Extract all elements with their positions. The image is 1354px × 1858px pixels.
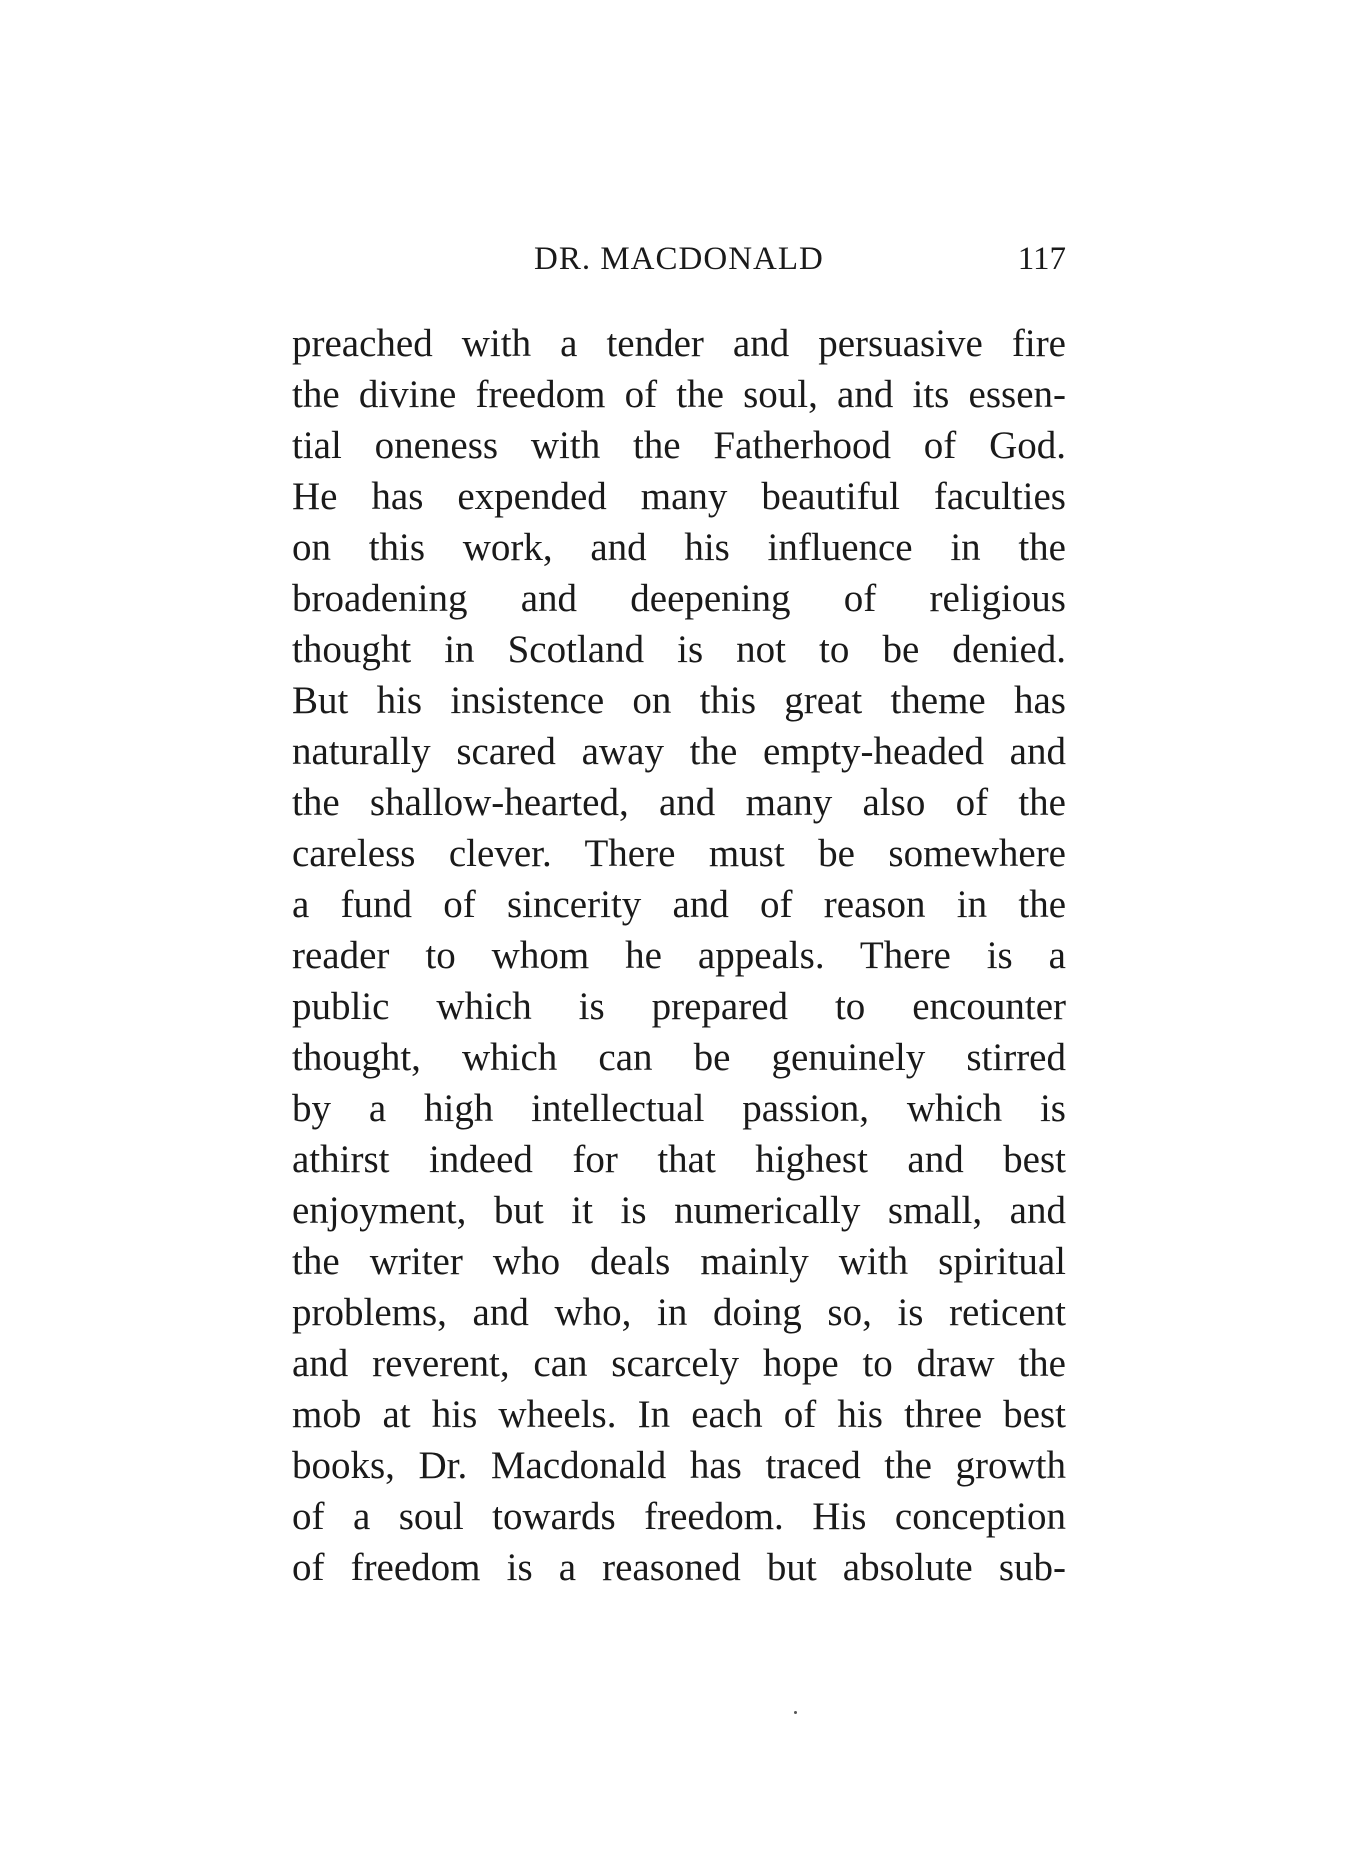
text-line: of a soul towards freedom. His conception [292, 1495, 1066, 1538]
print-speck [794, 1711, 797, 1714]
text-line: a fund of sincerity and of reason in the [292, 883, 1066, 926]
text-line: reader to whom he appeals. There is a [292, 934, 1066, 977]
text-line: broadening and deepening of religious [292, 577, 1066, 620]
running-title: DR. MACDONALD [534, 241, 824, 277]
text-line: enjoyment, but it is numerically small, and [292, 1189, 1066, 1232]
text-line: preached with a tender and persuasive fire [292, 322, 1066, 365]
text-line: the divine freedom of the soul, and its essen- [292, 373, 1066, 416]
text-line: athirst indeed for that highest and best [292, 1138, 1066, 1181]
text-line: tial oneness with the Fatherhood of God. [292, 424, 1066, 467]
text-line: of freedom is a reasoned but absolute sub- [292, 1546, 1066, 1589]
text-line: problems, and who, in doing so, is reticent [292, 1291, 1066, 1334]
text-line: He has expended many beautiful faculties [292, 475, 1066, 518]
running-head [292, 236, 1066, 282]
text-line: thought in Scotland is not to be denied. [292, 628, 1066, 671]
body-text [292, 318, 1066, 1593]
text-line: mob at his wheels. In each of his three best [292, 1393, 1066, 1436]
text-line: careless clever. There must be somewhere [292, 832, 1066, 875]
text-line: naturally scared away the empty-headed and [292, 730, 1066, 773]
text-line: and reverent, can scarcely hope to draw the [292, 1342, 1066, 1385]
text-line: public which is prepared to encounter [292, 985, 1066, 1028]
text-line: the shallow-hearted, and many also of the [292, 781, 1066, 824]
text-line: books, Dr. Macdonald has traced the growth [292, 1444, 1066, 1487]
text-line: by a high intellectual passion, which is [292, 1087, 1066, 1130]
page-number: 117 [1017, 241, 1066, 277]
text-line: on this work, and his influence in the [292, 526, 1066, 569]
text-line: thought, which can be genuinely stirred [292, 1036, 1066, 1079]
text-line: But his insistence on this great theme has [292, 679, 1066, 722]
text-line: the writer who deals mainly with spiritual [292, 1240, 1066, 1283]
